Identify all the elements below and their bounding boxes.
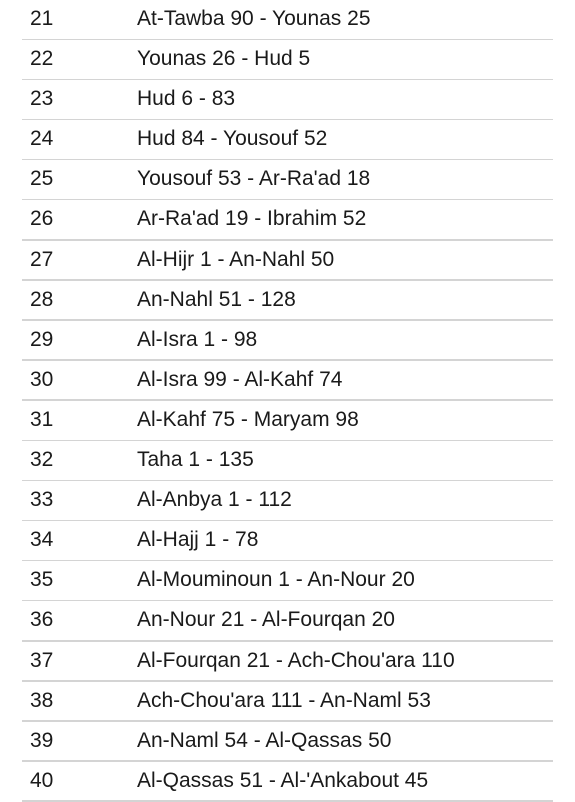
row-range: Yousouf 53 - Ar-Ra'ad 18 bbox=[137, 167, 371, 191]
row-range: Hud 6 - 83 bbox=[137, 87, 236, 111]
row-number: 38 bbox=[30, 688, 54, 712]
row-number: 33 bbox=[30, 488, 54, 512]
row-range: Taha 1 - 135 bbox=[137, 448, 254, 472]
table-row bbox=[0, 601, 575, 641]
table-row bbox=[0, 682, 575, 722]
row-range: Hud 84 - Yousouf 52 bbox=[137, 127, 328, 151]
table-row bbox=[0, 762, 575, 802]
row-range: Ach-Chou'ara 111 - An-Naml 53 bbox=[137, 688, 431, 712]
row-number: 23 bbox=[30, 87, 54, 111]
row-range: Al-Anbya 1 - 112 bbox=[137, 488, 292, 512]
row-range: Al-Isra 1 - 98 bbox=[137, 327, 258, 351]
row-number: 30 bbox=[30, 367, 54, 391]
table-row bbox=[0, 160, 575, 200]
row-range: Al-Hijr 1 - An-Nahl 50 bbox=[137, 247, 335, 271]
row-range: Al-Qassas 51 - Al-'Ankabout 45 bbox=[137, 768, 429, 792]
row-number: 35 bbox=[30, 568, 54, 592]
table-row bbox=[0, 481, 575, 521]
row-range: Younas 26 - Hud 5 bbox=[137, 47, 311, 71]
row-range: An-Nour 21 - Al-Fourqan 20 bbox=[137, 608, 395, 632]
row-number: 32 bbox=[30, 448, 54, 472]
row-range: An-Nahl 51 - 128 bbox=[137, 287, 296, 311]
table-row bbox=[0, 642, 575, 682]
table-row bbox=[0, 281, 575, 321]
row-number: 28 bbox=[30, 287, 54, 311]
table-row bbox=[0, 722, 575, 762]
row-number: 25 bbox=[30, 167, 54, 191]
table-row bbox=[0, 241, 575, 281]
table-row bbox=[0, 361, 575, 401]
row-number: 36 bbox=[30, 608, 54, 632]
row-range: Ar-Ra'ad 19 - Ibrahim 52 bbox=[137, 207, 367, 231]
row-number: 31 bbox=[30, 407, 54, 431]
row-number: 26 bbox=[30, 207, 54, 231]
row-number: 27 bbox=[30, 247, 54, 271]
table-row bbox=[0, 120, 575, 160]
table-row bbox=[0, 561, 575, 601]
row-range: At-Tawba 90 - Younas 25 bbox=[137, 7, 371, 30]
row-range: Al-Isra 99 - Al-Kahf 74 bbox=[137, 367, 343, 391]
table-row bbox=[0, 401, 575, 441]
row-number: 24 bbox=[30, 127, 54, 151]
table-row bbox=[0, 200, 575, 240]
row-range: Al-Kahf 75 - Maryam 98 bbox=[137, 407, 359, 431]
row-number: 39 bbox=[30, 728, 54, 752]
row-range: An-Naml 54 - Al-Qassas 50 bbox=[137, 728, 392, 752]
row-number: 22 bbox=[30, 47, 54, 71]
row-number: 29 bbox=[30, 327, 54, 351]
table-row bbox=[0, 80, 575, 120]
row-number: 21 bbox=[30, 7, 54, 30]
table-row bbox=[0, 0, 575, 40]
row-number: 40 bbox=[30, 768, 54, 792]
row-range: Al-Fourqan 21 - Ach-Chou'ara 110 bbox=[137, 648, 455, 672]
table-row bbox=[0, 321, 575, 361]
table-row bbox=[0, 40, 575, 80]
row-range: Al-Hajj 1 - 78 bbox=[137, 528, 259, 552]
row-range: Al-Mouminoun 1 - An-Nour 20 bbox=[137, 568, 415, 592]
row-number: 37 bbox=[30, 648, 54, 672]
row-number: 34 bbox=[30, 528, 54, 552]
table-row bbox=[0, 521, 575, 561]
table-row bbox=[0, 441, 575, 481]
